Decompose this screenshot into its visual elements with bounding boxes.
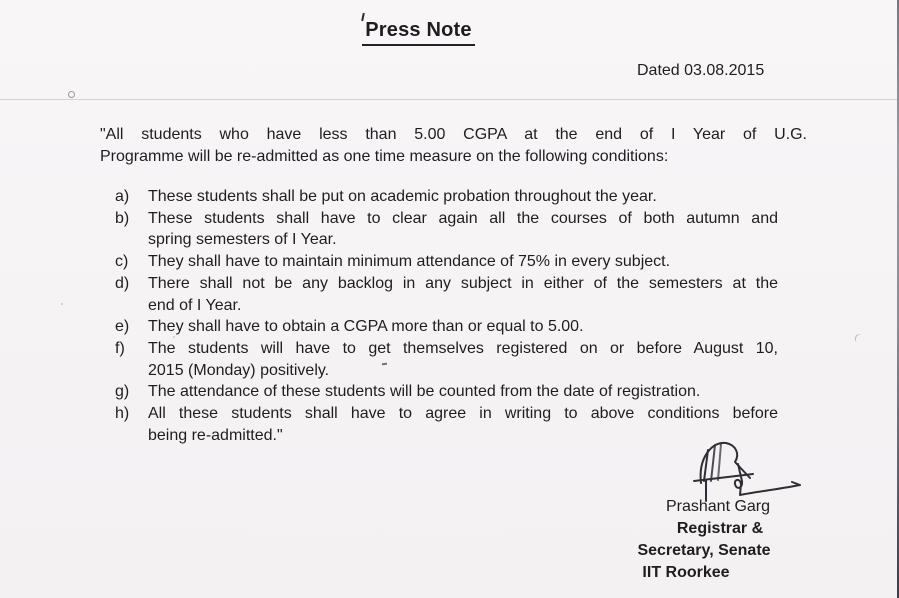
list-item [115,316,780,338]
list-item-label: d) [115,274,130,292]
list-item [115,381,780,403]
signatory-title: Secretary, Senate [637,542,771,559]
list-item-text [148,186,778,208]
title-wrap [0,19,837,46]
intro-line: Programme will be re-admitted as one time measure on the following conditions: [100,147,669,165]
list-item-text [148,208,778,251]
list-item-text [148,316,778,338]
list-item-line: They shall have to maintain minimum attendance of 75% in every subject. [148,253,671,271]
list-item-label: a) [115,188,130,205]
scan-fold-line [0,99,899,100]
signatory-title: Registrar & [676,520,764,537]
list-item-line: There shall not be any backlog in any subject in either of the semesters at the [148,274,778,292]
list-item-line: end of I Year. [148,296,242,314]
signature-block [600,496,812,584]
list-item-line: being re-admitted." [148,426,283,444]
date-line: Dated 03.08.2015 [637,62,765,79]
list-item [115,338,780,381]
list-item-line: All these students shall have to agree in writing to above conditions before [148,405,778,423]
intro-line: "All students who have less than 5.00 CGPA at the end of I Year of U.G. [100,126,807,143]
signatory-org: IIT Roorkee [642,564,730,581]
list-item-line: 2015 (Monday) positively. [148,361,330,379]
list-item-text [148,381,778,403]
scan-speck [61,303,63,305]
list-item-line: The students will have to get themselves registered on or before August 10, [148,339,778,357]
list-item-label: f) [115,339,125,357]
scan-speck [68,91,75,98]
list-item-text [148,251,778,273]
list-item-text [148,273,778,316]
list-item-text [148,338,778,381]
scan-speck [853,333,864,345]
list-item-label: h) [115,405,130,423]
list-item-label: g) [115,383,130,401]
conditions-list [115,186,780,446]
list-item [115,273,780,316]
list-item-line: The attendance of these students will be counted from the date of registration. [148,383,701,401]
list-item [115,251,780,273]
signatory-name: Prashant Garg [665,498,771,515]
list-item [115,186,780,208]
page-title: Press Note [362,19,475,46]
list-item-line: spring semesters of I Year. [148,231,337,249]
list-item-line: These students shall have to clear again all the courses of both autumn and [148,209,778,227]
list-item-line: They shall have to obtain a CGPA more than or equal to 5.00. [148,318,584,336]
list-item [115,208,780,251]
list-item-label: c) [115,253,129,271]
list-item-line: These students shall be put on academic probation throughout the year. [148,188,657,205]
list-item-label: e) [115,318,130,336]
intro-paragraph [100,124,807,167]
list-item-label: b) [115,209,130,227]
